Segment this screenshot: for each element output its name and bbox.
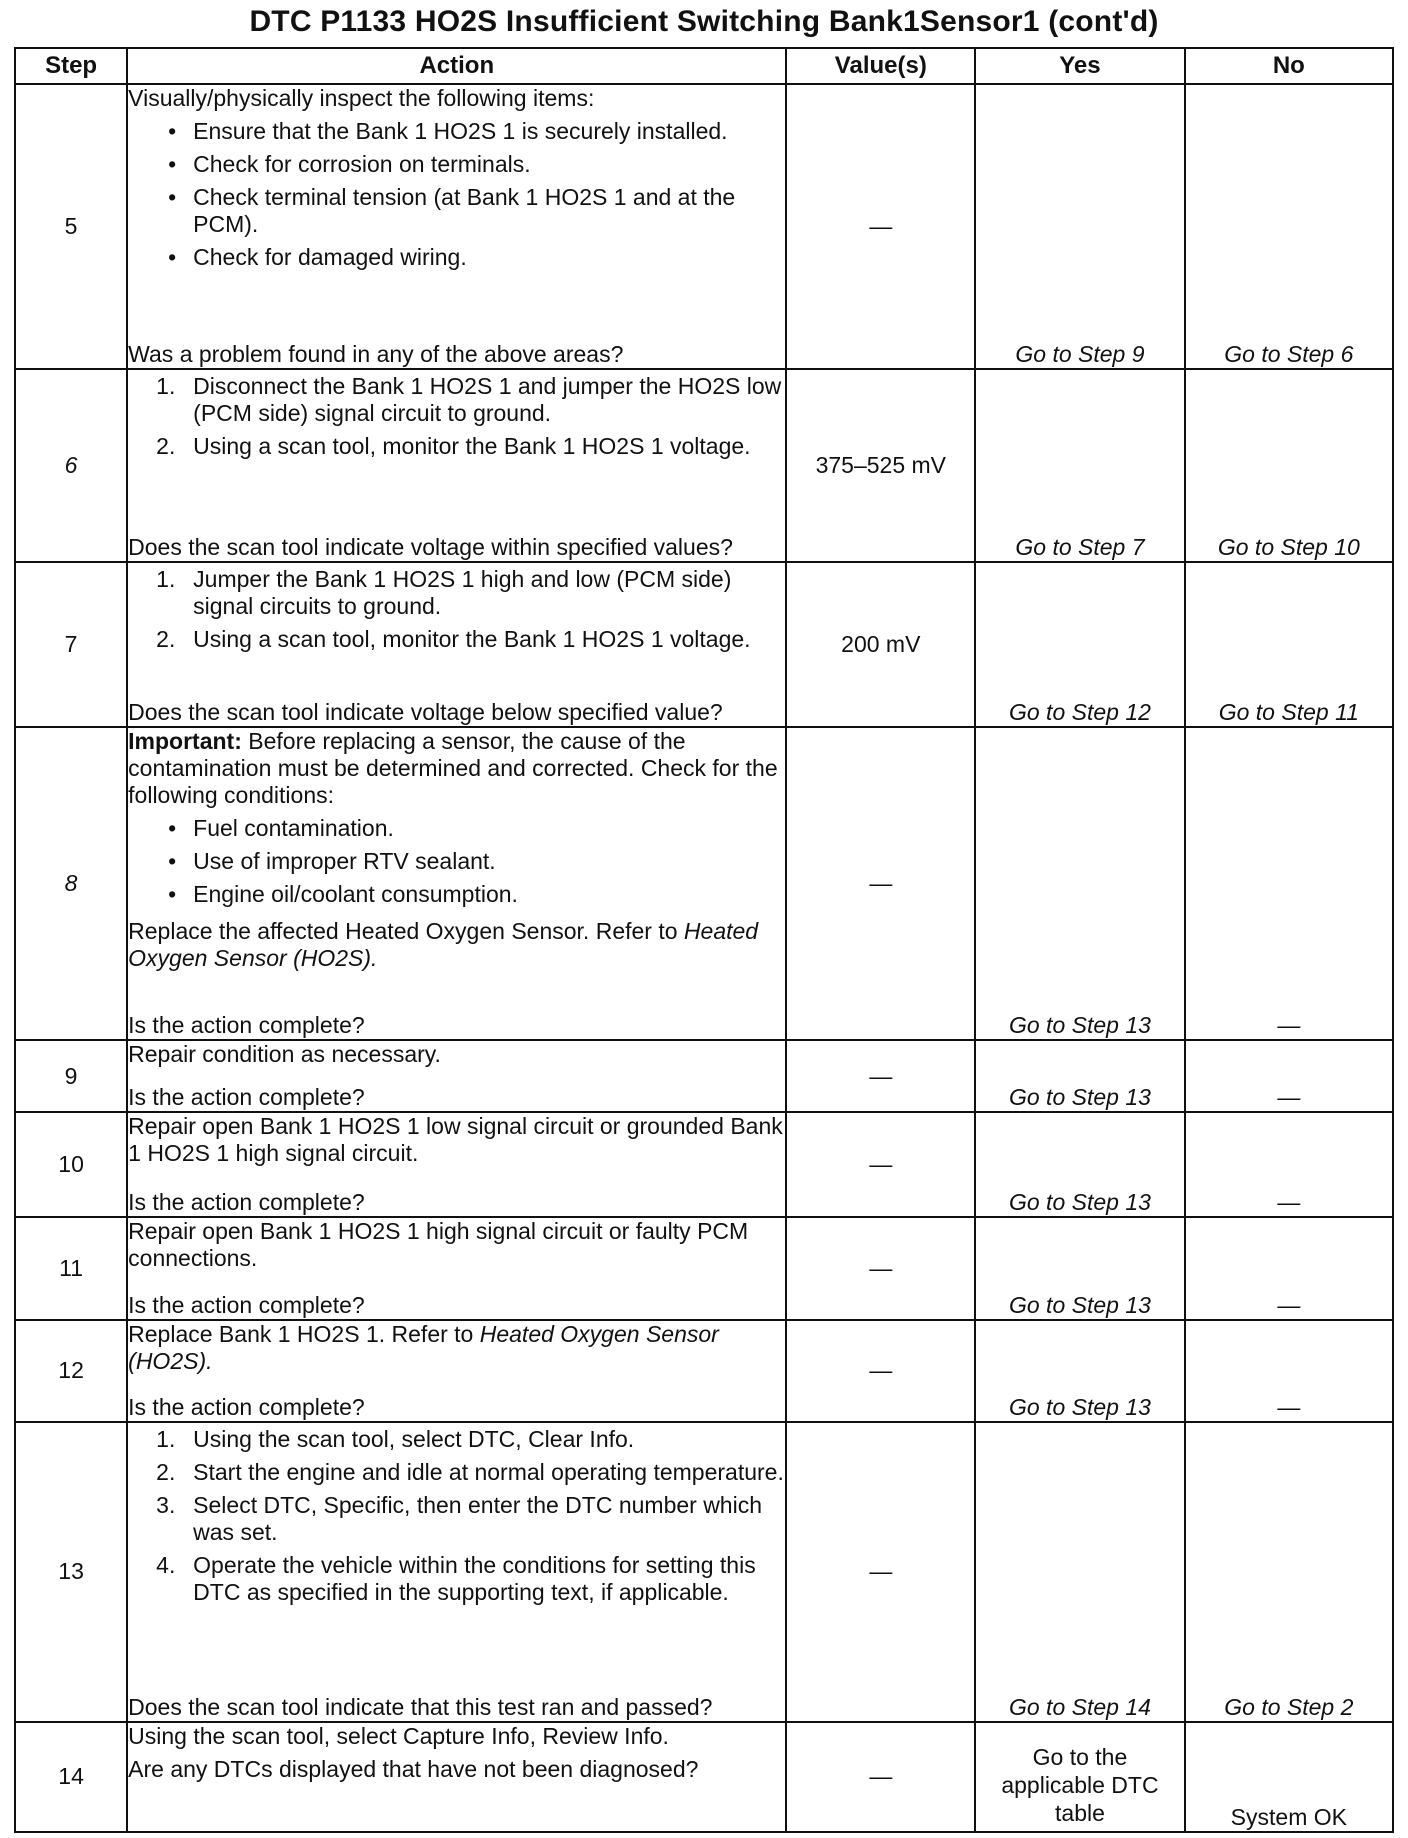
step-number: 13 [15,1422,127,1722]
numbered-item: 1. Jumper the Bank 1 HO2S 1 high and low (PCM side) signal circuits to ground. [156,566,732,620]
action-cell [127,562,786,727]
no-cell: — [1185,727,1393,1040]
step-number: 10 [15,1112,127,1218]
bullet-item: • Check for corrosion on terminals. [128,151,785,178]
bullet-item: • Ensure that the Bank 1 HO2S 1 is securely installed. [128,118,785,145]
table-row [15,1722,1393,1832]
yes-cell: Go to the applicable DTC table [975,1722,1184,1832]
value-cell: — [786,1040,975,1112]
header-row [15,48,1393,84]
action-cell [127,84,786,369]
action-question: Does the scan tool indicate that this test ran and passed? [128,1693,713,1720]
action-question: Was a problem found in any of the above areas? [128,341,624,368]
numbered-item: 1. Using the scan tool, select DTC, Clear Info. [156,1425,635,1452]
step-number: 9 [15,1040,127,1112]
yes-cell: Go to Step 13 [975,1217,1184,1319]
value-cell: — [786,1320,975,1422]
no-cell: Go to Step 11 [1185,562,1393,727]
yes-cell: Go to Step 13 [975,727,1184,1040]
table-row [15,1112,1393,1218]
header-action: Action [127,48,786,84]
bullet-item: • Use of improper RTV sealant. [128,848,785,875]
reference-link: Heated Oxygen Sensor (HO2S). [128,1320,719,1374]
numbered-item: 3. Select DTC, Specific, then enter the DTC number which was set. [156,1491,763,1545]
table-row [15,727,1393,1040]
no-cell: — [1185,1112,1393,1218]
value-cell: — [786,1422,975,1722]
action-cell [127,727,786,1040]
header-values: Value(s) [786,48,975,84]
action-cell [127,1422,786,1722]
action-question: Is the action complete? [128,1291,365,1318]
action-text: Using the scan tool, select Capture Info, Review Info. [128,1722,669,1749]
yes-cell: Go to Step 14 [975,1422,1184,1722]
yes-cell: Go to Step 13 [975,1040,1184,1112]
action-cell [127,369,786,562]
action-cell [127,1722,786,1832]
bullet-item: • Fuel contamination. [128,815,785,842]
action-question: Are any DTCs displayed that have not been diagnosed? [128,1755,699,1782]
table-row [15,1040,1393,1112]
value-cell: 200 mV [786,562,975,727]
table-row [15,1217,1393,1319]
table-row [15,1320,1393,1422]
header-yes: Yes [975,48,1184,84]
step-number: 6 [15,369,127,562]
header-step: Step [15,48,127,84]
action-question: Is the action complete? [128,1393,365,1420]
no-cell: — [1185,1217,1393,1319]
action-text: Repair condition as necessary. [128,1041,441,1068]
action-text: Repair open Bank 1 HO2S 1 low signal circuit or grounded Bank 1 HO2S 1 high signal circuit. [128,1112,783,1166]
value-cell: — [786,1112,975,1218]
reference-link: Heated Oxygen Sensor (HO2S). [128,917,759,971]
action-cell [127,1040,786,1112]
yes-cell: Go to Step 13 [975,1320,1184,1422]
diagnostic-table [14,47,1394,1833]
bullet-item: • Check for damaged wiring. [128,244,785,271]
step-number: 12 [15,1320,127,1422]
table-row [15,562,1393,727]
replace-instruction: Replace the affected Heated Oxygen Sensor. Refer to Heated Oxygen Sensor (HO2S). [128,917,759,971]
important-note: Important: Before replacing a sensor, the cause of the contamination must be determined and corrected. Check for the following conditions: [128,727,778,808]
action-text: Repair open Bank 1 HO2S 1 high signal circuit or faulty PCM connections. [128,1218,749,1272]
numbered-item: 1. Disconnect the Bank 1 HO2S 1 and jumper the HO2S low (PCM side) signal circuit to ground. [156,373,782,427]
value-cell: — [786,1722,975,1832]
step-number: 11 [15,1217,127,1319]
yes-cell: Go to Step 9 [975,84,1184,369]
step-number: 14 [15,1722,127,1832]
no-cell: — [1185,1040,1393,1112]
no-cell: Go to Step 6 [1185,84,1393,369]
yes-cell: Go to Step 13 [975,1112,1184,1218]
action-question: Does the scan tool indicate voltage below specified value? [128,698,723,725]
no-cell: — [1185,1320,1393,1422]
value-cell: — [786,84,975,369]
action-question: Does the scan tool indicate voltage within specified values? [128,534,733,561]
step-number: 8 [15,727,127,1040]
no-cell: System OK [1185,1722,1393,1832]
value-cell: — [786,1217,975,1319]
table-row [15,369,1393,562]
action-cell [127,1320,786,1422]
value-cell: 375–525 mV [786,369,975,562]
step-number: 7 [15,562,127,727]
numbered-item: 2. Using a scan tool, monitor the Bank 1 HO2S 1 voltage. [156,626,751,653]
bullet-item: • Check terminal tension (at Bank 1 HO2S 1 and at the PCM). [128,184,785,238]
action-question: Is the action complete? [128,1012,365,1039]
action-text: Replace Bank 1 HO2S 1. Refer to Heated Oxygen Sensor (HO2S). [128,1320,719,1374]
numbered-item: 4. Operate the vehicle within the conditions for setting this DTC as specified in the supporting text, if applicable. [156,1551,756,1605]
action-question: Is the action complete? [128,1083,365,1110]
yes-cell: Go to Step 12 [975,562,1184,727]
action-question: Is the action complete? [128,1189,365,1216]
no-cell: Go to Step 2 [1185,1422,1393,1722]
table-row [15,84,1393,369]
page-title: DTC P1133 HO2S Insufficient Switching Bank1Sensor1 (cont'd) [249,5,1159,38]
step-number: 5 [15,84,127,369]
yes-cell: Go to Step 7 [975,369,1184,562]
value-cell: — [786,727,975,1040]
no-cell: Go to Step 10 [1185,369,1393,562]
table-row [15,1422,1393,1722]
numbered-item: 2. Using a scan tool, monitor the Bank 1 HO2S 1 voltage. [156,433,751,460]
action-cell [127,1112,786,1218]
header-no: No [1185,48,1393,84]
action-cell [127,1217,786,1319]
bullet-item: • Engine oil/coolant consumption. [128,881,785,908]
numbered-item: 2. Start the engine and idle at normal operating temperature. [156,1458,784,1485]
action-intro: Visually/physically inspect the following items: [128,85,595,111]
